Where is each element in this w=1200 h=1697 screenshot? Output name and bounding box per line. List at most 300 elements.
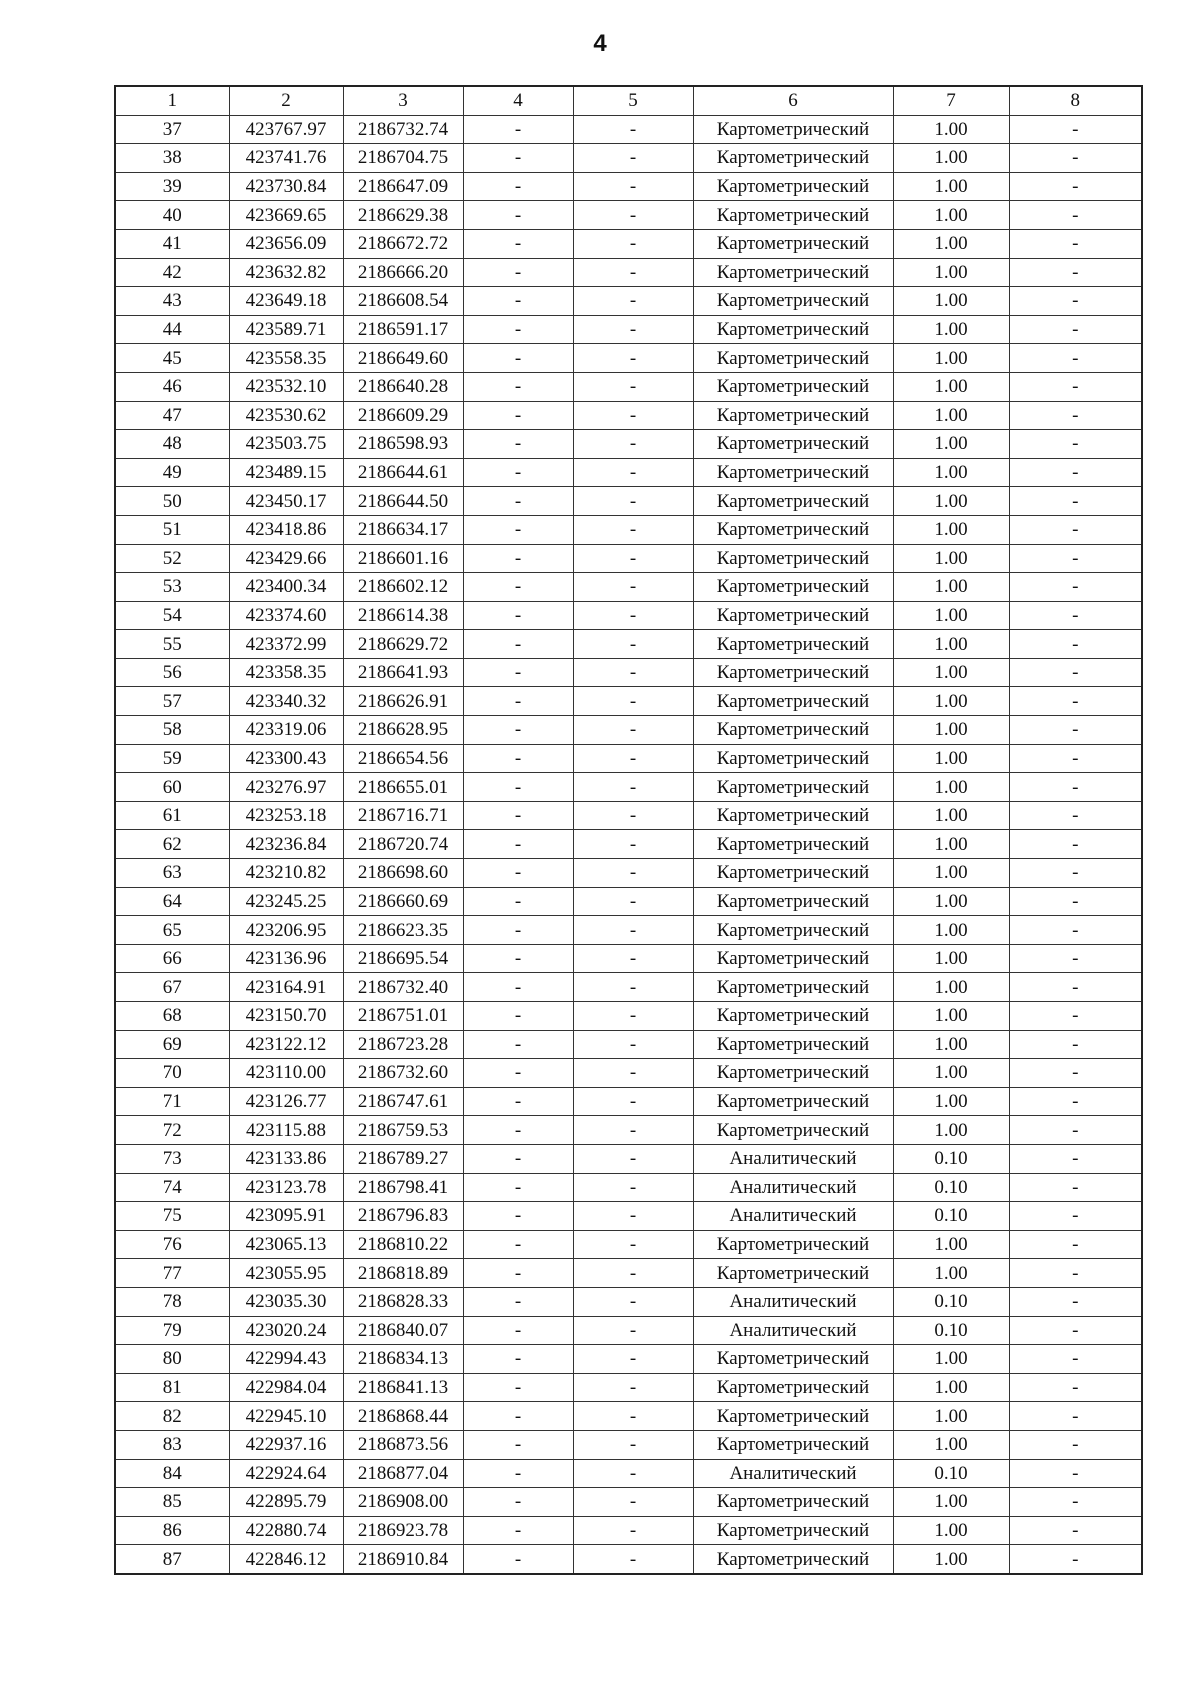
table-cell: 423245.25 [229, 887, 343, 916]
table-row [115, 458, 1142, 487]
table-cell: - [1009, 1488, 1142, 1517]
table-cell: - [1009, 515, 1142, 544]
table-cell: 423358.35 [229, 658, 343, 687]
table-cell: 2186910.84 [343, 1545, 463, 1574]
table-cell: - [573, 658, 693, 687]
table-cell: Картометрический [693, 1488, 893, 1517]
table-cell: 41 [115, 229, 229, 258]
table-row [115, 830, 1142, 859]
table-cell: - [463, 1345, 573, 1374]
table-cell: 66 [115, 944, 229, 973]
table-cell: 1.00 [893, 487, 1009, 516]
table-cell: 1.00 [893, 115, 1009, 144]
table-cell: 423741.76 [229, 144, 343, 173]
table-cell: 58 [115, 716, 229, 745]
table-cell: 423210.82 [229, 859, 343, 888]
table-cell: - [463, 1087, 573, 1116]
table-cell: 2186868.44 [343, 1402, 463, 1431]
table-cell: 2186698.60 [343, 859, 463, 888]
table-cell: - [573, 1230, 693, 1259]
table-cell: 2186704.75 [343, 144, 463, 173]
table-row [115, 1316, 1142, 1345]
table-cell: - [573, 973, 693, 1002]
table-cell: 2186644.61 [343, 458, 463, 487]
table-cell: 423503.75 [229, 430, 343, 459]
table-cell: - [573, 944, 693, 973]
table-cell: - [463, 1430, 573, 1459]
table-cell: 1.00 [893, 887, 1009, 916]
table-header-row [115, 86, 1142, 115]
table-cell: 75 [115, 1202, 229, 1231]
table-cell: 422846.12 [229, 1545, 343, 1574]
table-cell: 87 [115, 1545, 229, 1574]
table-cell: 2186629.38 [343, 201, 463, 230]
table-row [115, 973, 1142, 1002]
table-cell: 2186666.20 [343, 258, 463, 287]
table-cell: - [463, 1202, 573, 1231]
table-cell: - [1009, 430, 1142, 459]
table-cell: 2186908.00 [343, 1488, 463, 1517]
table-cell: 423632.82 [229, 258, 343, 287]
table-cell: 2186789.27 [343, 1144, 463, 1173]
table-cell: Картометрический [693, 744, 893, 773]
table-cell: - [573, 916, 693, 945]
table-cell: Картометрический [693, 1545, 893, 1574]
table-cell: 2186747.61 [343, 1087, 463, 1116]
table-cell: - [1009, 1287, 1142, 1316]
table-cell: Картометрический [693, 773, 893, 802]
table-cell: 1.00 [893, 859, 1009, 888]
table-cell: - [1009, 916, 1142, 945]
table-row [115, 201, 1142, 230]
table-cell: 44 [115, 315, 229, 344]
table-cell: 39 [115, 172, 229, 201]
table-cell: 1.00 [893, 258, 1009, 287]
table-cell: - [573, 1545, 693, 1574]
table-cell: - [463, 487, 573, 516]
table-cell: 77 [115, 1259, 229, 1288]
table-cell: 86 [115, 1516, 229, 1545]
table-cell: Картометрический [693, 115, 893, 144]
table-cell: Картометрический [693, 887, 893, 916]
column-header-6: 6 [693, 86, 893, 115]
table-cell: 423300.43 [229, 744, 343, 773]
table-cell: 53 [115, 573, 229, 602]
table-cell: - [573, 773, 693, 802]
table-cell: 2186660.69 [343, 887, 463, 916]
table-cell: 423133.86 [229, 1144, 343, 1173]
table-cell: - [573, 1459, 693, 1488]
table-cell: Картометрический [693, 1059, 893, 1088]
table-cell: 423730.84 [229, 172, 343, 201]
table-cell: 1.00 [893, 1373, 1009, 1402]
table-cell: 423418.86 [229, 515, 343, 544]
table-cell: - [463, 658, 573, 687]
table-cell: 423020.24 [229, 1316, 343, 1345]
table-cell: 50 [115, 487, 229, 516]
table-cell: Аналитический [693, 1459, 893, 1488]
table-cell: - [1009, 1345, 1142, 1374]
table-cell: 2186602.12 [343, 573, 463, 602]
table-cell: 423589.71 [229, 315, 343, 344]
table-cell: Аналитический [693, 1144, 893, 1173]
table-cell: 423164.91 [229, 973, 343, 1002]
table-row [115, 1087, 1142, 1116]
table-cell: Аналитический [693, 1316, 893, 1345]
column-header-4: 4 [463, 86, 573, 115]
table-cell: - [1009, 1430, 1142, 1459]
table-cell: - [463, 916, 573, 945]
table-cell: 43 [115, 287, 229, 316]
table-cell: - [573, 1144, 693, 1173]
table-cell: 46 [115, 372, 229, 401]
table-cell: Картометрический [693, 916, 893, 945]
table-cell: Картометрический [693, 315, 893, 344]
table-cell: - [463, 830, 573, 859]
table-cell: Аналитический [693, 1173, 893, 1202]
table-cell: - [1009, 372, 1142, 401]
table-cell: - [573, 887, 693, 916]
table-cell: - [463, 1059, 573, 1088]
table-cell: - [463, 430, 573, 459]
table-row [115, 744, 1142, 773]
table-cell: - [1009, 287, 1142, 316]
table-row [115, 1545, 1142, 1574]
table-cell: 423429.66 [229, 544, 343, 573]
table-cell: 423649.18 [229, 287, 343, 316]
table-cell: - [1009, 859, 1142, 888]
table-row [115, 1144, 1142, 1173]
table-cell: 2186640.28 [343, 372, 463, 401]
table-cell: 422945.10 [229, 1402, 343, 1431]
table-cell: 423558.35 [229, 344, 343, 373]
table-cell: 1.00 [893, 544, 1009, 573]
table-cell: - [573, 630, 693, 659]
table-cell: - [573, 344, 693, 373]
table-cell: Картометрический [693, 830, 893, 859]
table-cell: 2186626.91 [343, 687, 463, 716]
table-cell: 1.00 [893, 687, 1009, 716]
table-cell: 60 [115, 773, 229, 802]
table-cell: Картометрический [693, 859, 893, 888]
table-cell: - [1009, 1230, 1142, 1259]
table-cell: - [1009, 1316, 1142, 1345]
table-cell: 2186877.04 [343, 1459, 463, 1488]
table-row [115, 1345, 1142, 1374]
table-cell: - [463, 973, 573, 1002]
table-cell: Картометрический [693, 487, 893, 516]
table-cell: 63 [115, 859, 229, 888]
table-cell: - [1009, 773, 1142, 802]
table-cell: - [573, 1173, 693, 1202]
table-cell: - [1009, 458, 1142, 487]
table-cell: Картометрический [693, 716, 893, 745]
table-cell: 1.00 [893, 1002, 1009, 1031]
table-cell: 2186732.74 [343, 115, 463, 144]
table-cell: - [573, 1488, 693, 1517]
table-cell: - [1009, 1402, 1142, 1431]
table-cell: 49 [115, 458, 229, 487]
table-cell: 2186634.17 [343, 515, 463, 544]
table-row [115, 658, 1142, 687]
table-cell: Картометрический [693, 1002, 893, 1031]
table-cell: Картометрический [693, 573, 893, 602]
table-cell: 423450.17 [229, 487, 343, 516]
table-cell: - [1009, 115, 1142, 144]
table-cell: - [573, 487, 693, 516]
table-cell: 2186720.74 [343, 830, 463, 859]
table-cell: 1.00 [893, 1030, 1009, 1059]
table-cell: - [463, 1030, 573, 1059]
table-cell: 2186623.35 [343, 916, 463, 945]
table-cell: - [1009, 658, 1142, 687]
table-cell: 423253.18 [229, 801, 343, 830]
table-cell: 48 [115, 430, 229, 459]
table-cell: 64 [115, 887, 229, 916]
table-cell: 1.00 [893, 372, 1009, 401]
table-cell: 423095.91 [229, 1202, 343, 1231]
table-cell: - [1009, 487, 1142, 516]
table-cell: 423340.32 [229, 687, 343, 716]
table-cell: 422924.64 [229, 1459, 343, 1488]
table-cell: 79 [115, 1316, 229, 1345]
table-cell: 2186834.13 [343, 1345, 463, 1374]
table-cell: - [1009, 801, 1142, 830]
table-cell: - [573, 201, 693, 230]
table-cell: 0.10 [893, 1459, 1009, 1488]
table-row [115, 372, 1142, 401]
table-cell: 1.00 [893, 801, 1009, 830]
table-cell: - [573, 601, 693, 630]
table-cell: Картометрический [693, 1430, 893, 1459]
table-cell: 2186644.50 [343, 487, 463, 516]
table-cell: - [463, 1230, 573, 1259]
table-cell: 1.00 [893, 1087, 1009, 1116]
table-cell: - [463, 1402, 573, 1431]
table-cell: - [463, 630, 573, 659]
table-cell: 1.00 [893, 944, 1009, 973]
table-row [115, 944, 1142, 973]
column-header-8: 8 [1009, 86, 1142, 115]
table-row [115, 115, 1142, 144]
table-cell: 2186828.33 [343, 1287, 463, 1316]
table-cell: Картометрический [693, 258, 893, 287]
table-cell: Картометрический [693, 1030, 893, 1059]
table-cell: 2186723.28 [343, 1030, 463, 1059]
table-row [115, 916, 1142, 945]
table-cell: 1.00 [893, 773, 1009, 802]
table-row [115, 1030, 1142, 1059]
table-cell: Картометрический [693, 687, 893, 716]
table-cell: - [573, 401, 693, 430]
table-cell: - [463, 801, 573, 830]
table-cell: 2186923.78 [343, 1516, 463, 1545]
table-row [115, 1488, 1142, 1517]
table-cell: - [573, 716, 693, 745]
table-cell: - [1009, 944, 1142, 973]
table-cell: - [463, 1144, 573, 1173]
table-cell: - [1009, 973, 1142, 1002]
table-cell: - [463, 573, 573, 602]
table-cell: 68 [115, 1002, 229, 1031]
table-cell: - [573, 172, 693, 201]
table-cell: - [463, 315, 573, 344]
table-cell: 423669.65 [229, 201, 343, 230]
table-cell: Картометрический [693, 287, 893, 316]
table-cell: 1.00 [893, 573, 1009, 602]
table-row [115, 1116, 1142, 1145]
table-cell: - [1009, 573, 1142, 602]
table-cell: - [573, 744, 693, 773]
table-cell: 1.00 [893, 1230, 1009, 1259]
table-cell: 2186818.89 [343, 1259, 463, 1288]
table-cell: - [573, 372, 693, 401]
table-cell: - [573, 687, 693, 716]
table-row [115, 887, 1142, 916]
table-row [115, 1002, 1142, 1031]
table-cell: Картометрический [693, 601, 893, 630]
table-cell: - [463, 1116, 573, 1145]
table-cell: 2186629.72 [343, 630, 463, 659]
table-cell: 422984.04 [229, 1373, 343, 1402]
table-cell: 56 [115, 658, 229, 687]
table-cell: - [573, 458, 693, 487]
table-cell: 1.00 [893, 601, 1009, 630]
table-cell: - [463, 287, 573, 316]
table-cell: - [573, 1516, 693, 1545]
table-cell: - [1009, 687, 1142, 716]
table-cell: 1.00 [893, 287, 1009, 316]
table-row [115, 544, 1142, 573]
table-cell: - [463, 144, 573, 173]
table-cell: - [573, 115, 693, 144]
table-cell: - [463, 1516, 573, 1545]
table-cell: - [1009, 401, 1142, 430]
table-row [115, 801, 1142, 830]
table-cell: 69 [115, 1030, 229, 1059]
table-cell: - [463, 1545, 573, 1574]
table-cell: - [573, 1287, 693, 1316]
table-cell: - [463, 1459, 573, 1488]
table-cell: - [573, 258, 693, 287]
table-row [115, 601, 1142, 630]
table-cell: Картометрический [693, 1402, 893, 1431]
table-cell: 2186598.93 [343, 430, 463, 459]
table-cell: Картометрический [693, 544, 893, 573]
page-number: 4 [593, 30, 607, 57]
table-cell: 71 [115, 1087, 229, 1116]
table-cell: 0.10 [893, 1144, 1009, 1173]
table-cell: - [573, 1087, 693, 1116]
table-cell: - [1009, 1144, 1142, 1173]
table-cell: 62 [115, 830, 229, 859]
table-cell: - [463, 515, 573, 544]
table-cell: 1.00 [893, 1516, 1009, 1545]
table-cell: - [1009, 1059, 1142, 1088]
table-cell: - [463, 601, 573, 630]
table-cell: - [463, 401, 573, 430]
table-cell: 423150.70 [229, 1002, 343, 1031]
table-cell: - [1009, 887, 1142, 916]
table-row [115, 172, 1142, 201]
table-cell: 2186810.22 [343, 1230, 463, 1259]
table-cell: - [573, 573, 693, 602]
table-cell: - [463, 229, 573, 258]
table-row [115, 1259, 1142, 1288]
table-cell: Картометрический [693, 630, 893, 659]
table-cell: 2186609.29 [343, 401, 463, 430]
table-cell: - [573, 515, 693, 544]
table-row [115, 630, 1142, 659]
table-cell: - [1009, 1173, 1142, 1202]
table-cell: - [573, 1259, 693, 1288]
table-cell: - [1009, 201, 1142, 230]
table-cell: 2186732.40 [343, 973, 463, 1002]
table-cell: - [573, 144, 693, 173]
table-cell: 423532.10 [229, 372, 343, 401]
table-cell: - [1009, 1516, 1142, 1545]
table-cell: - [463, 172, 573, 201]
table-cell: - [573, 1430, 693, 1459]
table-cell: 81 [115, 1373, 229, 1402]
table-cell: - [1009, 716, 1142, 745]
table-cell: 2186672.72 [343, 229, 463, 258]
table-cell: Картометрический [693, 372, 893, 401]
table-body [115, 115, 1142, 1574]
table-cell: - [1009, 830, 1142, 859]
table-cell: 2186732.60 [343, 1059, 463, 1088]
table-row [115, 258, 1142, 287]
table-cell: - [1009, 544, 1142, 573]
table-cell: - [573, 1402, 693, 1431]
table-cell: Картометрический [693, 658, 893, 687]
table-cell: 45 [115, 344, 229, 373]
table-cell: 1.00 [893, 172, 1009, 201]
table-cell: 2186695.54 [343, 944, 463, 973]
table-cell: - [463, 887, 573, 916]
column-header-2: 2 [229, 86, 343, 115]
table-cell: 2186649.60 [343, 344, 463, 373]
table-cell: - [573, 1345, 693, 1374]
table-cell: - [573, 544, 693, 573]
table-cell: - [1009, 1259, 1142, 1288]
table-cell: - [573, 830, 693, 859]
table-cell: - [1009, 1545, 1142, 1574]
table-cell: 74 [115, 1173, 229, 1202]
table-cell: 423374.60 [229, 601, 343, 630]
table-cell: 2186873.56 [343, 1430, 463, 1459]
table-cell: Картометрический [693, 515, 893, 544]
table-cell: 1.00 [893, 144, 1009, 173]
table-cell: 42 [115, 258, 229, 287]
table-cell: 1.00 [893, 229, 1009, 258]
table-cell: - [573, 801, 693, 830]
table-cell: Картометрический [693, 172, 893, 201]
table-cell: - [463, 1287, 573, 1316]
table-cell: 1.00 [893, 716, 1009, 745]
table-cell: - [573, 1059, 693, 1088]
table-cell: - [1009, 315, 1142, 344]
column-header-5: 5 [573, 86, 693, 115]
table-cell: Картометрический [693, 344, 893, 373]
table-cell: 1.00 [893, 744, 1009, 773]
table-cell: 422880.74 [229, 1516, 343, 1545]
column-header-3: 3 [343, 86, 463, 115]
table-cell: 422937.16 [229, 1430, 343, 1459]
table-cell: - [573, 1002, 693, 1031]
table-cell: - [1009, 1116, 1142, 1145]
table-cell: 1.00 [893, 1545, 1009, 1574]
